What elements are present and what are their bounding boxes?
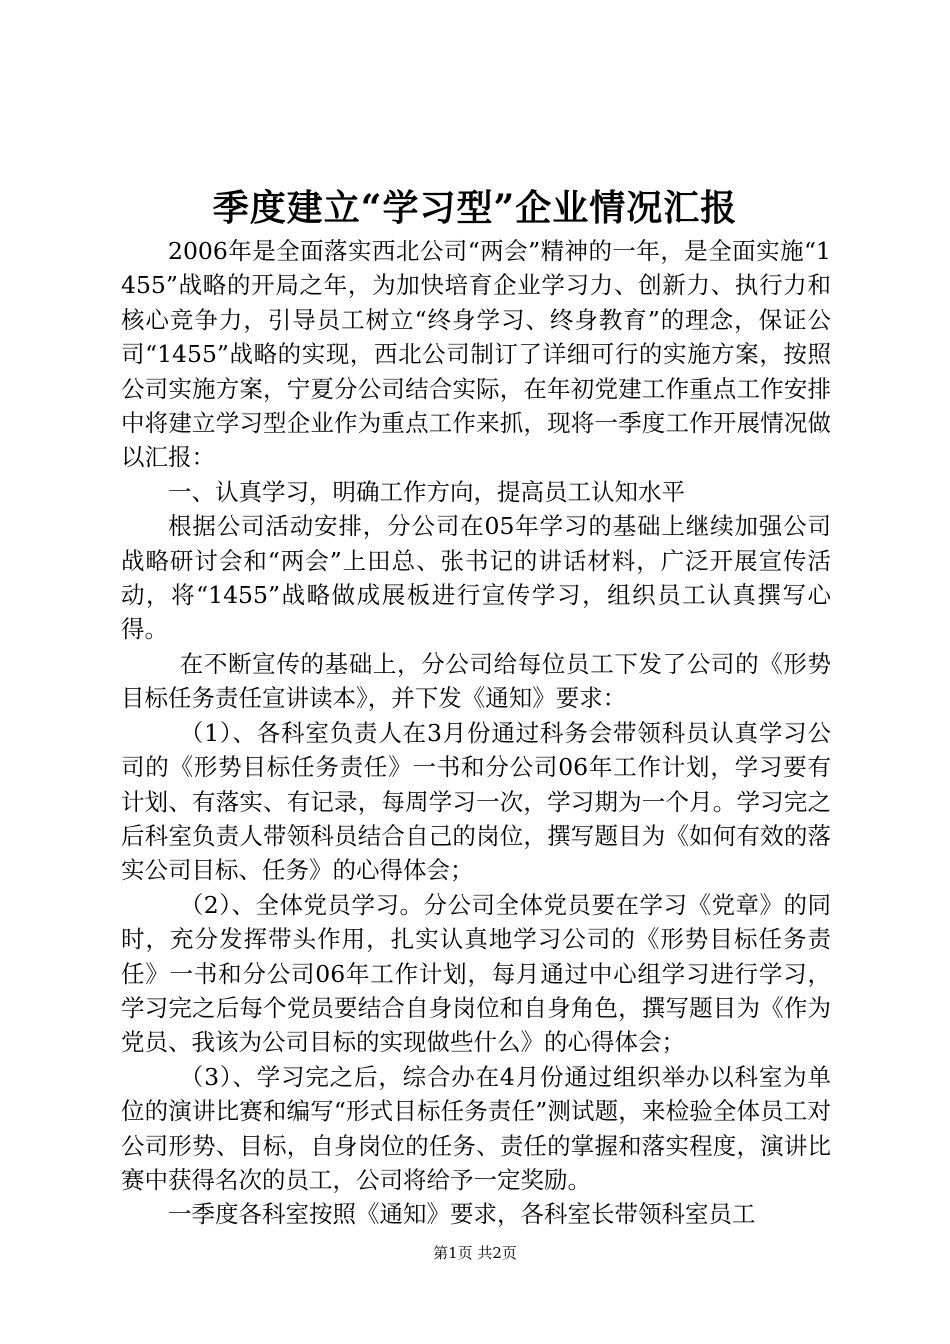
page-number-footer: 第1页 共2页 bbox=[433, 1244, 517, 1262]
section-heading-1: 一、认真学习，明确工作方向，提高员工认知水平 bbox=[168, 477, 685, 506]
list-item-1: （1）、各科室负责人在3月份通过科务会带领科员认真学习公司的《形势目标任务责任》一书和分公司06年工作计划，学习要有计划、有落实、有记录，每周学习一次，学习期为一个月。学习完之后科室负责人带领科员结合自己的岗位，撰写题目为《如何有效的落实公司目标、任务》的心得体会； bbox=[121, 718, 831, 885]
paragraph-notice: 在不断宣传的基础上，分公司给每位员工下发了公司的《形势目标任务责任宣讲读本》，并下发《通知》要求： bbox=[121, 649, 831, 713]
document-body bbox=[121, 234, 831, 1232]
list-item-3: （3）、学习完之后，综合办在4月份通过组织举办以科室为单位的演讲比赛和编写“形式目标任务责任”测试题，来检验全体员工对公司形势、目标，自身岗位的任务、责任的掌握和落实程度，演讲比赛中获得名次的员工，公司将给予一定奖励。 bbox=[121, 1062, 831, 1194]
paragraph-intro: 2006年是全面落实西北公司“两会”精神的一年，是全面实施“1455”战略的开局之年，为加快培育企业学习力、创新力、执行力和核心竞争力，引导员工树立“终身学习、终身教育”的理念，保证公司“1455”战略的实现，西北公司制订了详细可行的实施方案，按照公司实施方案，宁夏分公司结合实际，在年初党建工作重点工作安排中将建立学习型企业作为重点工作来抓，现将一季度工作开展情况做以汇报： bbox=[121, 237, 831, 472]
paragraph-quarter-summary: 一季度各科室按照《通知》要求，各科室长带领科室员工 bbox=[168, 1200, 756, 1229]
paragraph-activities: 根据公司活动安排，分公司在05年学习的基础上继续加强公司战略研讨会和“两会”上田总、张书记的讲话材料，广泛开展宣传活动，将“1455”战略做成展板进行宣传学习，组织员工认真撰写心得。 bbox=[121, 512, 831, 644]
list-item-2: （2）、全体党员学习。分公司全体党员要在学习《党章》的同时，充分发挥带头作用，扎实认真地学习公司的《形势目标任务责任》一书和分公司06年工作计划，每月通过中心组学习进行学习，学习完之后每个党员要结合自身岗位和自身角色，撰写题目为《作为党员、我该为公司目标的实现做些什么》的心得体会； bbox=[121, 890, 831, 1057]
document-title: 季度建立“学习型”企业情况汇报 bbox=[212, 187, 738, 229]
